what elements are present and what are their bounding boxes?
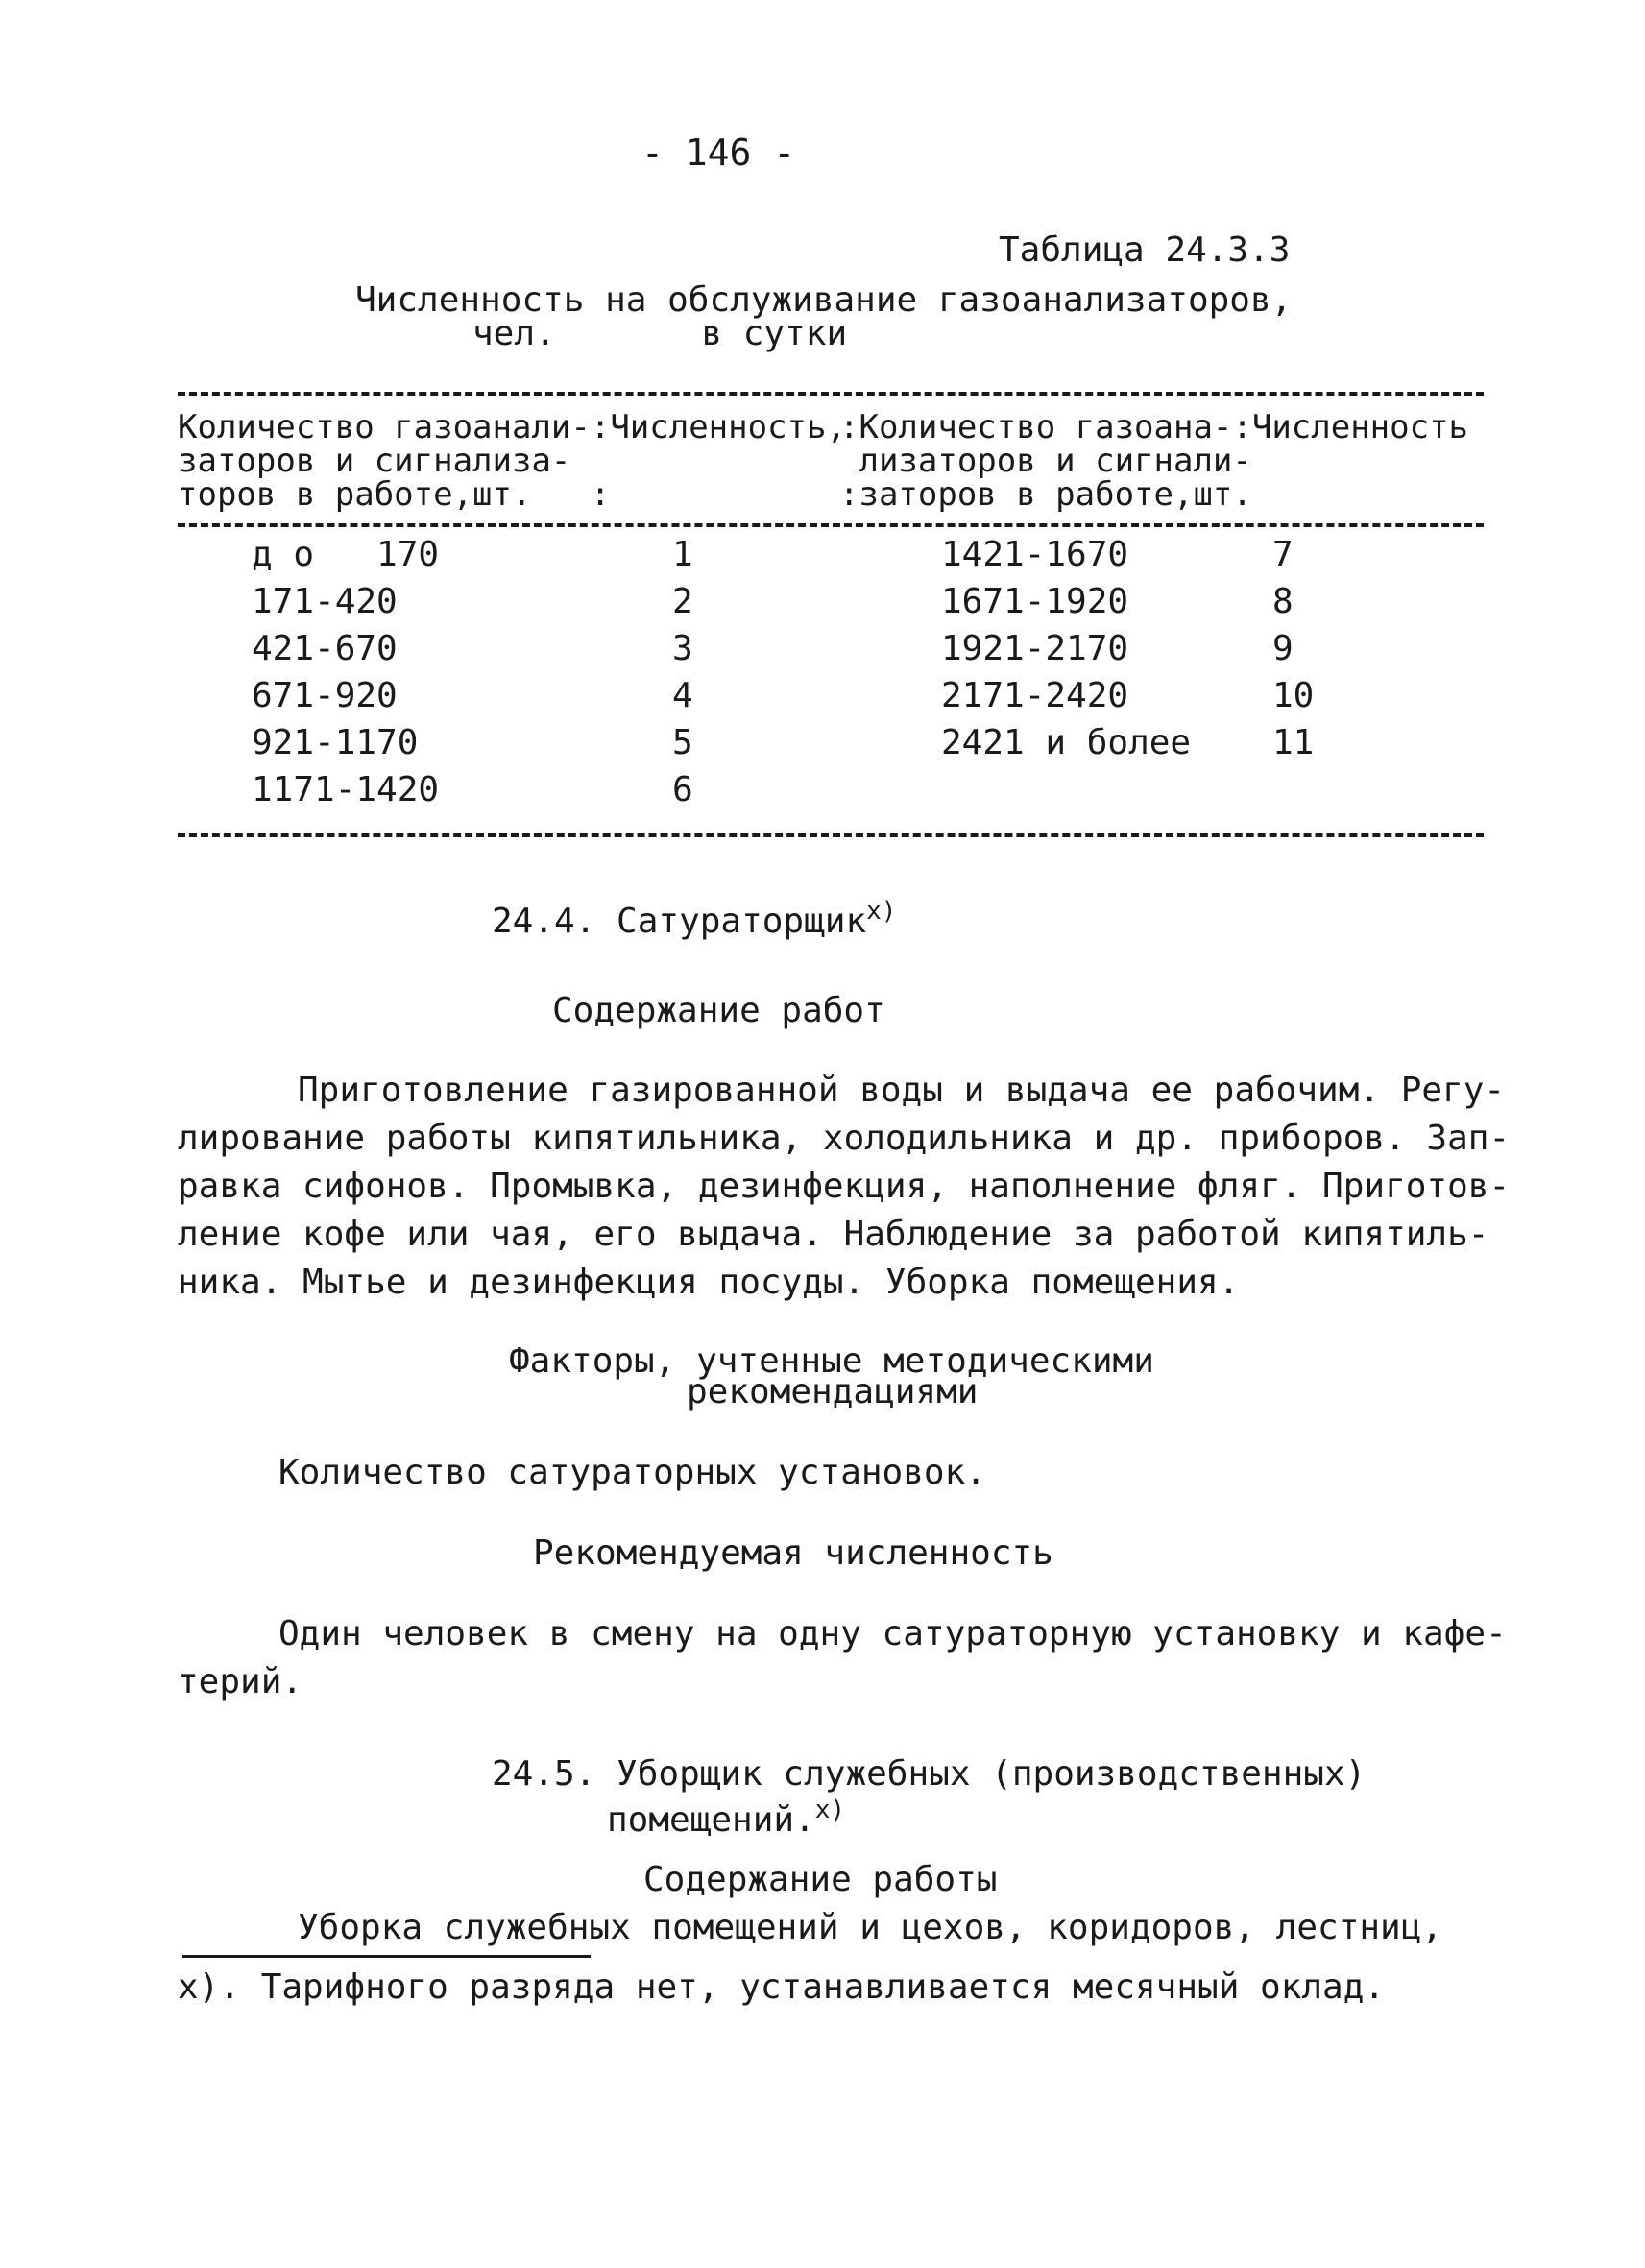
table-top-border [178,392,1484,396]
factors-heading-line2: рекомендациями [687,1372,979,1411]
range-left: 421-670 [252,629,398,668]
count-left: 4 [672,676,693,715]
header-right-line3: :заторов в работе,шт. [839,475,1252,514]
footnote-text: х). Тарифного разряда нет, устанавливается месячный оклад. [178,1967,1386,2007]
s245-title-line2 [607,1798,845,1838]
s245-text: Уборка служебных помещений и цехов, коридоров, лестниц, [298,1908,1443,1947]
s244-content-heading: Содержание работ [552,991,885,1030]
recommended-text-line2: терий. [178,1662,303,1701]
count-right: 7 [1272,535,1294,574]
recommended-text-line1: Один человек в смену на одну сатураторную установку и кафе- [278,1614,1507,1653]
range-right: 1421-1670 [941,535,1129,574]
s244-para-line3: равка сифонов. Промывка, дезинфекция, наполнение фляг. Приготов- [178,1167,1511,1206]
table-header-border [178,523,1484,527]
factors-text: Количество сатураторных установок. [278,1453,986,1492]
s244-para-line4: ление кофе или чая, его выдача. Наблюдение за работой кипятиль- [178,1215,1489,1254]
range-left: 671-920 [252,676,398,715]
recommended-heading: Рекомендуемая численность [533,1533,1053,1573]
header-right-line2: лизаторов и сигнали- [839,442,1252,480]
footnote-rule [182,1955,591,1958]
range-right: 1921-2170 [941,629,1129,668]
count-left: 1 [672,535,693,574]
count-left: 5 [672,723,693,762]
range-right: 1671-1920 [941,582,1129,621]
table-label: Таблица 24.3.3 [999,230,1291,270]
range-left: 1171-1420 [252,770,440,809]
header-right-line1: :Количество газоана-:Численность [839,408,1469,446]
count-right: 8 [1272,582,1294,621]
header-left-line2: заторов и сигнализа- [178,442,571,480]
count-right: 10 [1272,676,1315,715]
table-title-line1: Численность на обслуживание газоанализаторов, [355,280,1293,320]
header-left-line3: торов в работе,шт. : [178,475,611,514]
page-number: - 146 - [641,132,796,174]
range-right: 2421 и более [941,723,1192,762]
s244-para-line2: лирование работы кипятильника, холодильника и др. приборов. Зап- [178,1119,1511,1158]
s244-para-line5: ника. Мытье и дезинфекция посуды. Уборка помещения. [178,1263,1240,1302]
count-left: 3 [672,629,693,668]
count-right: 11 [1272,723,1315,762]
s245-title-line2-text: помещений. [607,1800,815,1840]
section-24-4-title [492,899,896,939]
count-left: 6 [672,770,693,809]
s244-para-line1: Приготовление газированной воды и выдача ее рабочим. Регу- [298,1071,1506,1110]
s245-content-heading: Содержание работы [643,1860,998,1899]
footnote-mark: х) [866,897,897,926]
range-right: 2171-2420 [941,676,1129,715]
table-bottom-border [178,833,1484,837]
footnote-mark: х) [814,1796,846,1824]
range-left: 921-1170 [252,723,419,762]
table-title-line2: чел. в сутки [472,314,848,353]
header-left-line1: Количество газоанали-:Численность, [178,408,846,446]
factors-heading-line1: Факторы, учтенные методическими [509,1341,1154,1381]
section-24-4-title-text: 24.4. Сатураторщик [492,902,867,941]
count-left: 2 [672,582,693,621]
range-left: 171-420 [252,582,398,621]
range-left: д о 170 [252,535,440,574]
s245-title-line1: 24.5. Уборщик служебных (производственных) [492,1754,1367,1794]
count-right: 9 [1272,629,1294,668]
